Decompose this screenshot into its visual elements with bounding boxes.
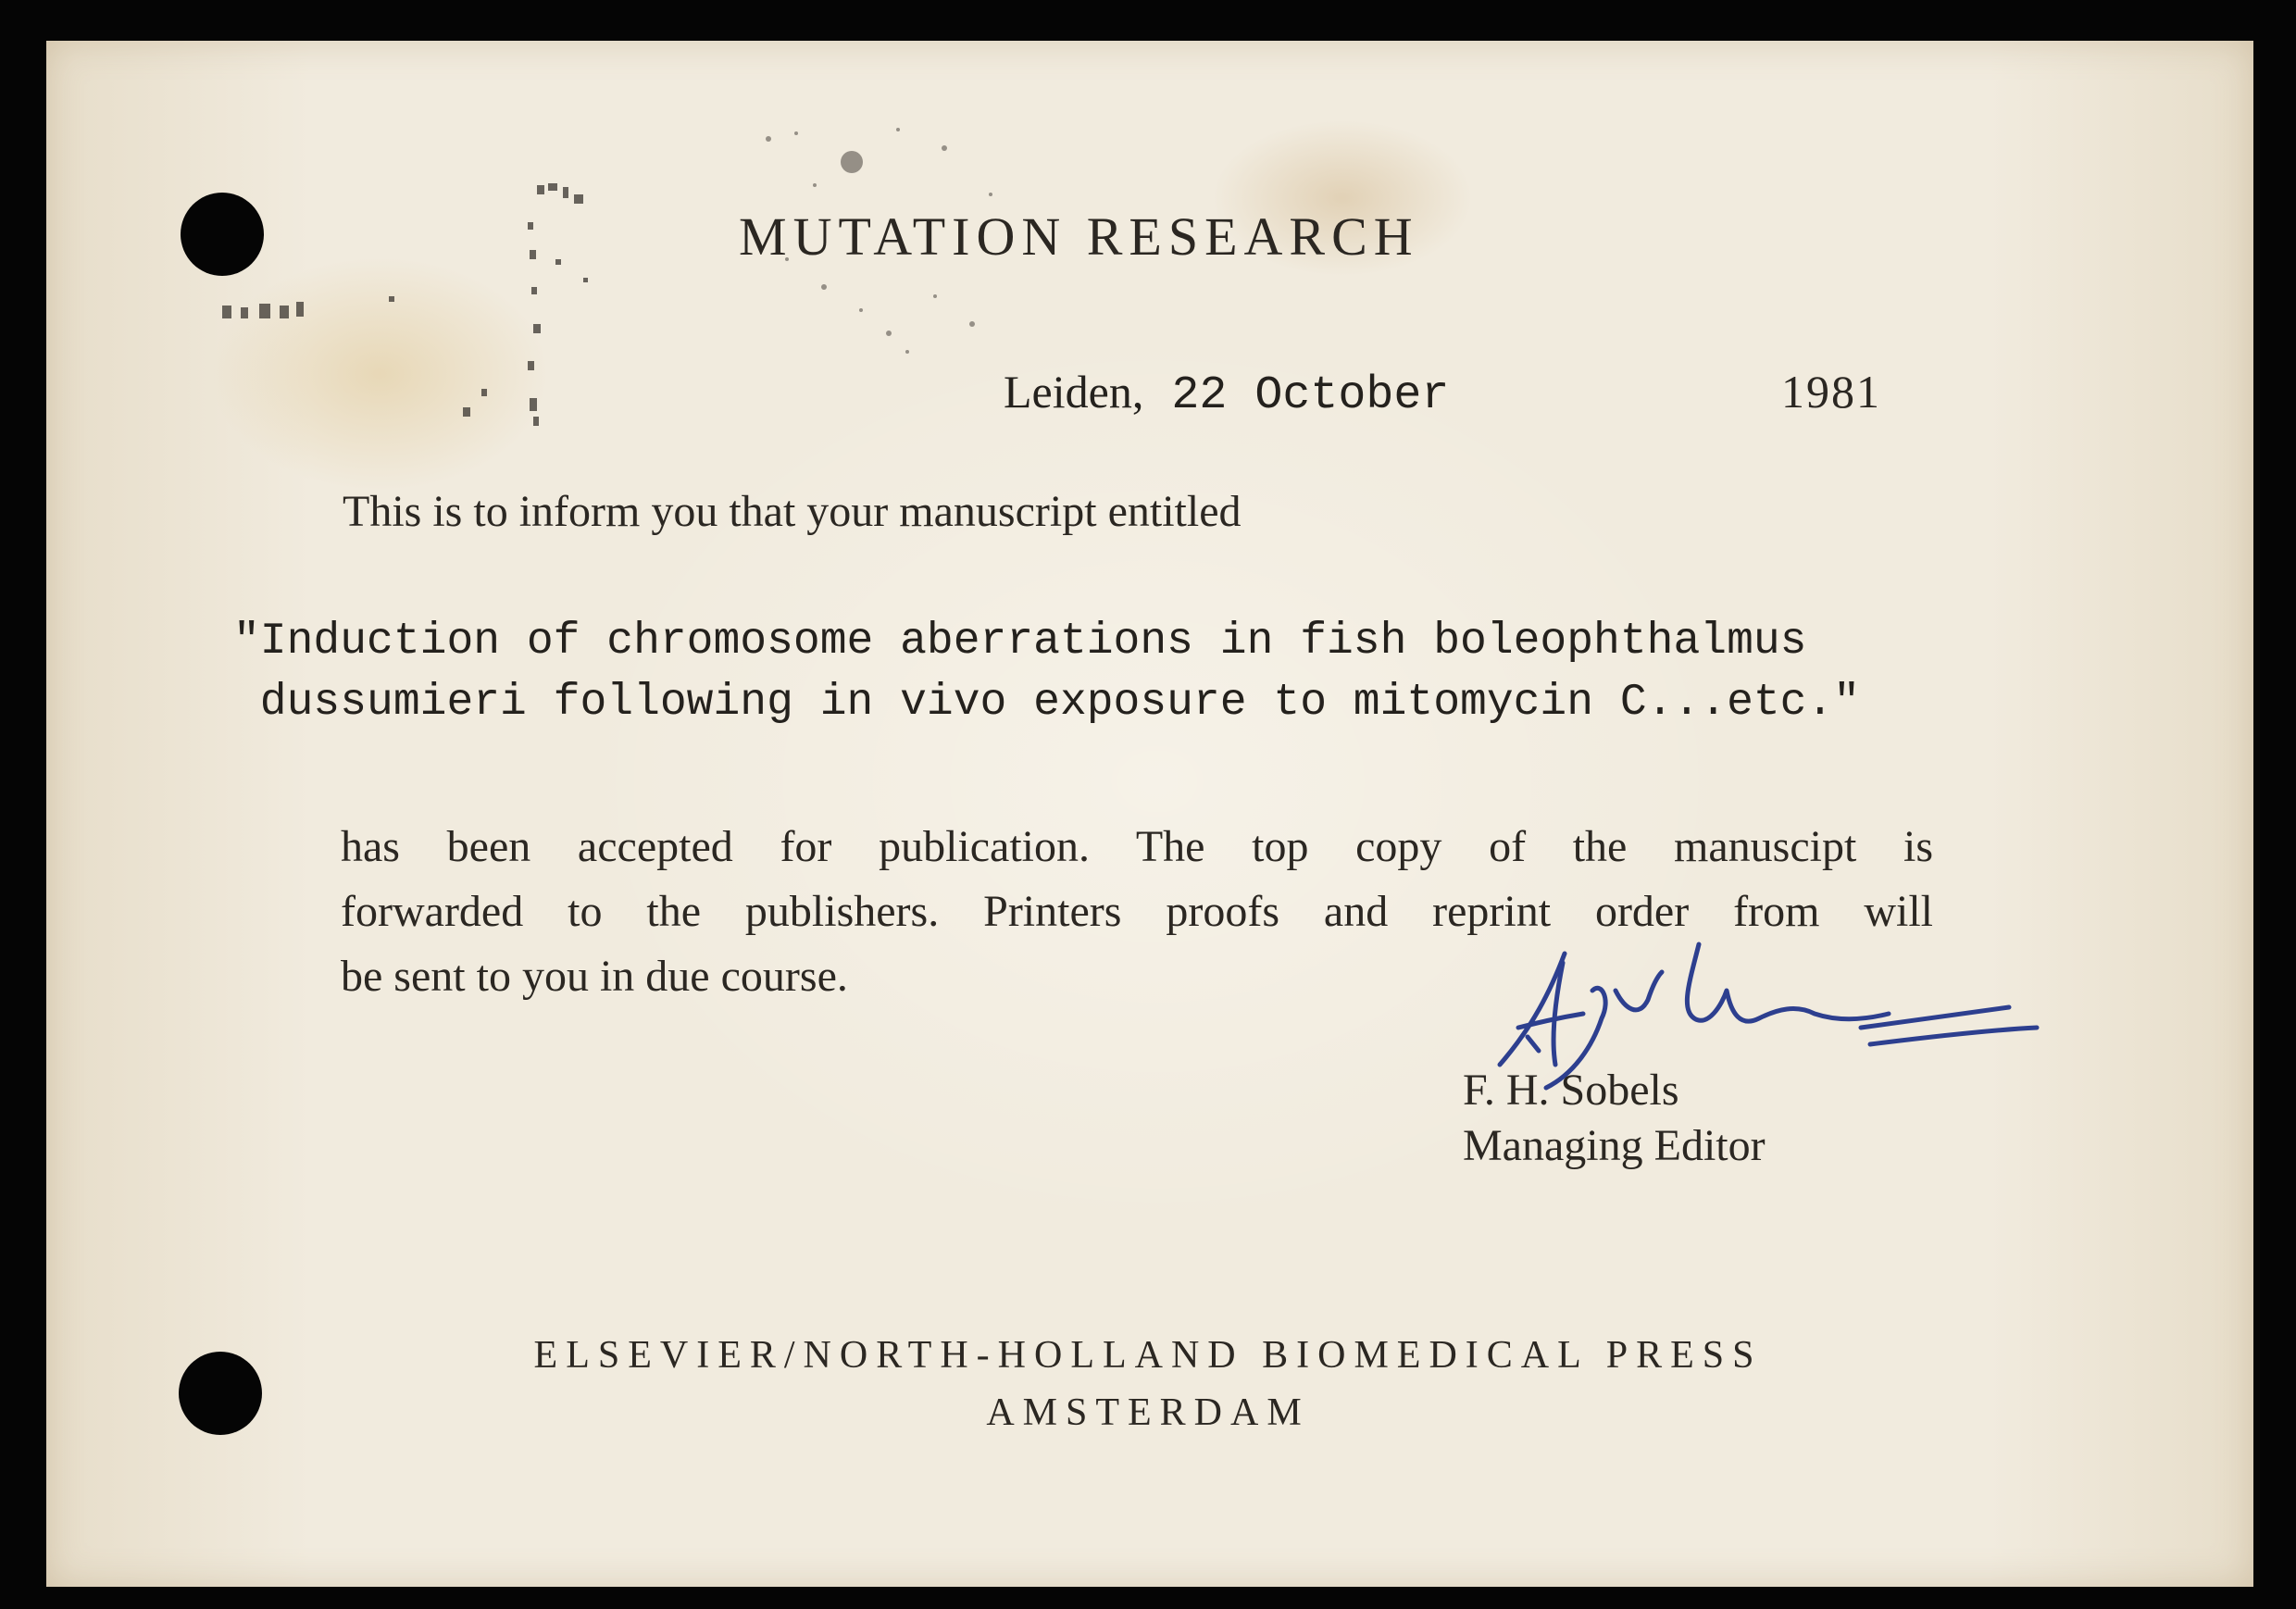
manuscript-title-line: dussumieri following in vivo exposure to mitomycin C...etc."	[233, 678, 1861, 728]
message-line: has been accepted for publication. The top copy of the manuscipt is	[341, 822, 1933, 871]
journal-title: MUTATION RESEARCH	[739, 206, 1419, 267]
message-line: be sent to you in due course.	[341, 952, 848, 1001]
publisher-city: AMSTERDAM	[986, 1391, 1310, 1434]
place-label: Leiden,	[1004, 366, 1144, 418]
message-line: forwarded to the publishers. Printers proofs and reprint order from will	[341, 887, 1933, 936]
postmark-stamp-icon	[204, 167, 685, 444]
date-line	[1004, 365, 1449, 422]
manuscript-title-line: "Induction of chromosome aberrations in fish boleophthalmus	[233, 617, 1807, 667]
publisher-name: ELSEVIER/NORTH-HOLLAND BIOMEDICAL PRESS	[533, 1334, 1763, 1377]
signer-name: F. H. Sobels	[1463, 1066, 1679, 1115]
year-value: 1981	[1781, 366, 1881, 418]
date-value: 22 October	[1171, 369, 1450, 422]
manuscript-title	[233, 611, 2177, 733]
signer-role: Managing Editor	[1463, 1121, 1766, 1170]
intro-sentence: This is to inform you that your manuscript entitled	[343, 487, 1242, 536]
